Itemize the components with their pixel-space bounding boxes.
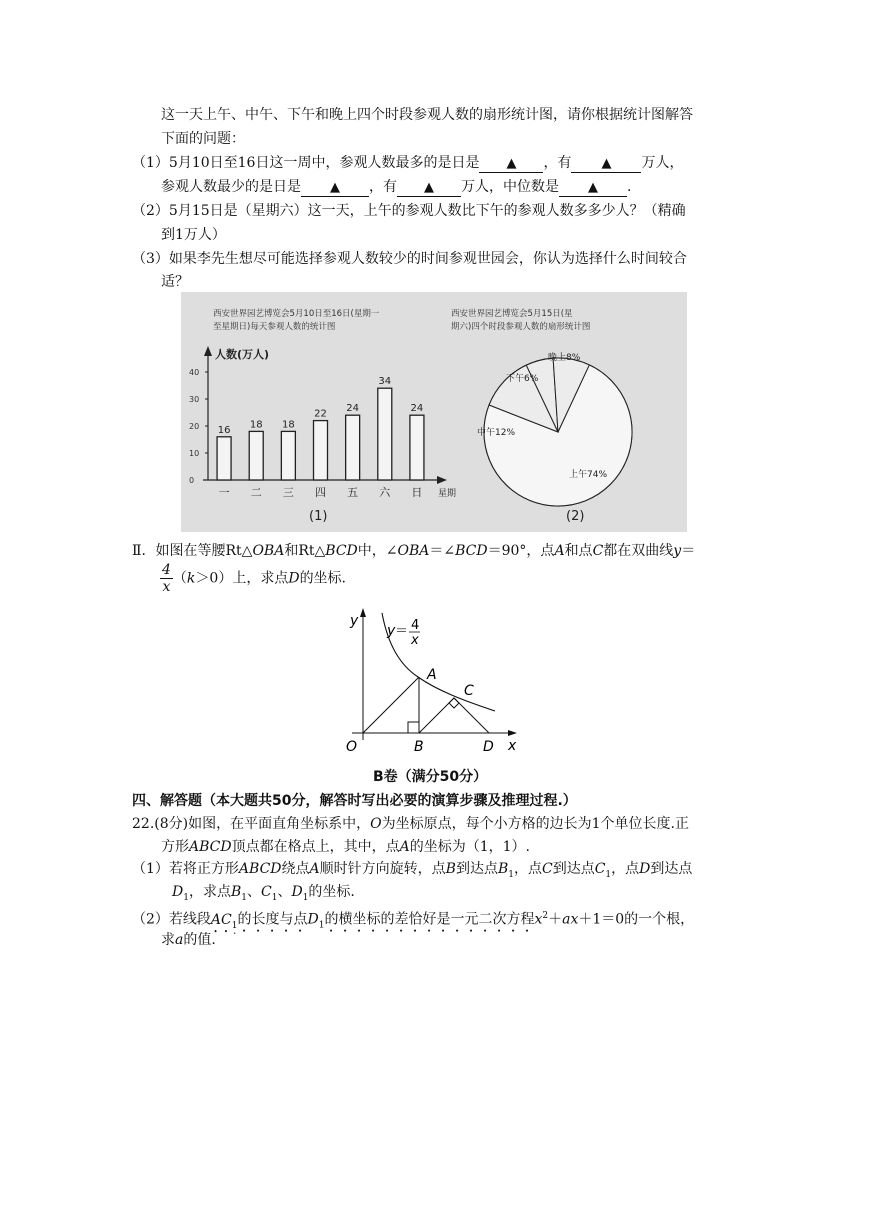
sub-question-1-text: 若将正方形 <box>168 861 239 877</box>
part-2-line-2 <box>160 562 346 602</box>
bar-y-tick-label: 30 <box>189 395 200 404</box>
pie-chart-caption: (2) <box>566 509 585 524</box>
term-ax: ax <box>562 911 579 928</box>
question-22-text: 顶点都在格点上，其中，点 <box>231 839 400 855</box>
point-b-label: B <box>414 739 424 755</box>
point-o: O <box>370 816 382 832</box>
question-22-sub-2-line-2 <box>161 930 216 950</box>
triangle-bcd: BCD <box>325 543 358 559</box>
question-3-number: （3） <box>132 251 169 267</box>
point-a-label: A <box>427 667 437 683</box>
hyperbola-figure <box>330 605 530 755</box>
part-2-line-1 <box>132 541 695 561</box>
point-c1: C <box>594 861 606 877</box>
bar-x-axis-label: 星期 <box>438 489 457 499</box>
subscript-1: 1 <box>508 869 514 880</box>
segment-oa <box>363 677 419 733</box>
sub-question-1-text: 、 <box>247 884 261 900</box>
bar-value-label: 18 <box>281 419 295 431</box>
bar-mark <box>217 437 231 480</box>
fraction-numerator: 4 <box>162 562 171 578</box>
point-b: B <box>445 861 456 877</box>
bar-mark <box>378 388 392 480</box>
pie-slice-label: 下午6% <box>506 374 539 384</box>
answer-blank: ▲ <box>479 156 543 173</box>
y-axis-arrow <box>360 608 366 617</box>
question-22-text: 方形 <box>161 839 189 855</box>
curve-eq-num: 4 <box>411 618 420 633</box>
section-4-heading: 四、解答题（本大题共50分，解答时写出必要的演算步骤及推理过程.） <box>132 793 577 809</box>
right-angle-marker-b <box>408 722 419 733</box>
angle-oba: OBA <box>397 543 430 559</box>
question-3-line-1 <box>132 249 687 269</box>
curve-eq-y: y <box>387 623 396 639</box>
sub-question-2-text: 的值. <box>183 932 216 948</box>
var-k: k <box>186 570 196 587</box>
bar-category-label: 一 <box>218 486 230 499</box>
sub-question-1-number: （1） <box>132 861 169 877</box>
part-2-text: 都在双曲线 <box>603 543 674 559</box>
part-2-text: 和点 <box>564 543 593 559</box>
answer-blank: ▲ <box>559 180 627 197</box>
part-2-label: Ⅱ． <box>132 543 156 559</box>
question-22-line-1 <box>132 814 689 834</box>
sub-question-1-text: ，点 <box>611 861 640 877</box>
part-2-text: ＞0）上，求点 <box>195 570 289 587</box>
triangle-oba: OBA <box>252 543 285 559</box>
question-2-text: 5月15日是（星期六）这一天，上午的参观人数比下午的参观人数多多少人？（精确 <box>168 203 686 219</box>
bar-category-label: 三 <box>282 486 294 499</box>
question-22-text: (8分)如图，在平面直角坐标系中， <box>154 816 371 832</box>
answer-blank: ▲ <box>571 156 641 173</box>
question-2-number: （2） <box>132 203 169 219</box>
segment-ac1-label: AC <box>210 911 232 928</box>
part-2-text: ＝90°，点 <box>487 543 555 559</box>
point-d-label: D <box>483 739 494 755</box>
question-1-line-1 <box>132 153 683 173</box>
question-1-text-g: . <box>627 179 632 195</box>
bar-value-label: 24 <box>346 403 360 415</box>
bar-value-label: 24 <box>410 403 424 415</box>
sub-question-1-text: 、 <box>277 884 292 900</box>
question-2-line-2: 到1万人） <box>161 227 226 243</box>
point-b1: B <box>230 884 242 900</box>
subscript-1: 1 <box>241 892 247 903</box>
question-3-line-2: 适？ <box>161 274 189 290</box>
equals-sign: ＝ <box>681 543 696 559</box>
bar-category-label: 二 <box>250 486 262 499</box>
pie-chart-title-line-1: 西安世界园艺博览会5月15日(星 <box>451 309 573 319</box>
answer-blank: ▲ <box>397 180 461 197</box>
bar-mark <box>314 421 328 480</box>
intro-line-1: 这一天上午、中午、下午和晚上四个时段参观人数的扇形统计图，请你根据统计图解答 <box>161 107 693 123</box>
bar-category-label: 六 <box>379 486 391 499</box>
question-1-text-c: 万人， <box>641 155 684 171</box>
curve-eq-den: x <box>411 633 419 648</box>
point-d: D <box>288 570 300 587</box>
question-22-sub-2-line-1 <box>132 906 694 936</box>
sub-question-2-number: （2） <box>132 911 169 928</box>
sub-question-2-text: 求 <box>161 932 175 948</box>
point-a: A <box>399 839 410 855</box>
statistics-figure <box>181 292 687 532</box>
point-b1: B <box>497 861 509 877</box>
point-c: C <box>592 543 604 559</box>
question-22-text: 为坐标原点，每个小方格的边长为1个单位长度.正 <box>381 816 689 832</box>
sub-question-1-text: 到达点 <box>455 861 498 877</box>
bar-x-axis-arrow <box>437 476 447 484</box>
fraction-denominator: x <box>162 579 171 595</box>
bar-y-tick-label: 20 <box>189 422 200 431</box>
question-1-line-2 <box>161 177 631 197</box>
fraction-4-over-x <box>160 562 173 595</box>
bar-chart-title-line-2: 至星期日)每天参观人数的统计图 <box>213 322 336 332</box>
bar-mark <box>410 415 424 480</box>
var-y: y <box>673 543 682 559</box>
bar-y-tick-label: 40 <box>189 368 200 377</box>
bar-category-label: 日 <box>411 486 423 499</box>
subscript-1: 1 <box>183 892 189 903</box>
bar-chart-title-line-1: 西安世界园艺博览会5月10日至16日(星期一 <box>213 309 380 319</box>
subscript-1: 1 <box>271 892 278 903</box>
question-22-line-2 <box>161 837 530 857</box>
y-axis-label: y <box>350 613 359 629</box>
var-x: x <box>534 911 543 928</box>
bar-chart-caption: (1) <box>309 509 328 524</box>
bar-categories <box>219 486 423 499</box>
point-d: D <box>639 861 651 877</box>
bar-mark <box>346 415 360 480</box>
square-abcd: ABCD <box>238 861 282 877</box>
part-2-text: （ <box>172 570 187 587</box>
bar-category-label: 四 <box>315 486 326 499</box>
bar-series <box>217 376 424 480</box>
pie-chart-title-line-2: 期六)四个时段参观人数的扇形统计图 <box>451 322 591 332</box>
hyperbola-figure-svg <box>330 605 530 755</box>
section-b-heading: B卷（满分50分） <box>373 769 488 785</box>
bar-y-tick-label: 0 <box>189 476 195 485</box>
bar-value-label: 22 <box>314 408 327 420</box>
part-2-text: 和Rt△ <box>284 543 326 559</box>
sub-question-1-text: 绕点 <box>281 861 310 877</box>
sub-question-2-text: ＋ <box>548 911 563 928</box>
sub-question-2-text: ＋1＝0的一个根， <box>578 911 695 928</box>
segment-ac1 <box>210 911 238 931</box>
bar-y-ticks <box>189 368 208 485</box>
bar-y-axis-label: 人数(万人) <box>215 348 270 361</box>
subscript-1: 1 <box>605 869 612 880</box>
question-1-text-a: 5月10日至16日这一周中，参观人数最多的是日是 <box>168 155 480 171</box>
question-22-sub-1-line-2 <box>172 882 355 908</box>
bar-category-label: 五 <box>347 486 359 499</box>
point-c1: C <box>261 884 272 900</box>
sub-question-2-text: 的长度与点 <box>237 911 308 928</box>
sub-question-2-text: 的横坐标的差恰好是一元二次方程 <box>324 911 535 928</box>
x-axis-arrow <box>508 730 517 736</box>
point-c-label: C <box>464 683 474 699</box>
question-22-text: 的坐标为（1，1）. <box>409 839 530 855</box>
sub-question-1-text: ，点 <box>513 861 542 877</box>
point-o-label: O <box>346 739 358 755</box>
sub-question-1-text: ，求点 <box>188 884 231 900</box>
question-1-text-e: ，有 <box>369 179 397 195</box>
subscript-1: 1 <box>302 892 309 903</box>
pie-slice-label: 晚上8% <box>548 353 581 363</box>
var-a: a <box>175 932 184 948</box>
point-d1: D <box>291 884 303 900</box>
sub-question-1-text: 顺时针方向旋转，点 <box>319 861 446 877</box>
part-2-text: ＝∠ <box>429 543 456 559</box>
point-a: A <box>309 861 320 877</box>
question-1-number: （1） <box>132 155 169 171</box>
sub-question-1-text: 到达点 <box>552 861 595 877</box>
sub-question-1-text: 到达点 <box>650 861 693 877</box>
part-2-text: 如图在等腰Rt△ <box>155 543 253 559</box>
part-2-text: 中，∠ <box>357 543 398 559</box>
bar-y-axis-arrow <box>204 346 212 356</box>
bar-mark <box>249 431 263 480</box>
question-2-line-1 <box>132 201 686 221</box>
point-d1: D <box>307 911 319 928</box>
sub-question-2-text: 若线段 <box>168 911 211 928</box>
bar-mark <box>281 431 295 480</box>
bar-value-label: 18 <box>249 419 263 431</box>
statistics-figure-svg <box>181 292 687 532</box>
superscript-2: 2 <box>542 911 549 921</box>
angle-bcd: BCD <box>455 543 488 559</box>
question-22-sub-1-line-1 <box>132 859 692 885</box>
point-c: C <box>541 861 553 877</box>
point-d1: D <box>172 884 184 900</box>
pie-slice-label: 中午12% <box>477 428 516 438</box>
question-1-text-d: 参观人数最少的是日是 <box>161 179 301 195</box>
answer-blank: ▲ <box>301 180 369 197</box>
subscript-1: 1 <box>231 920 238 931</box>
curve-eq-sign: ＝ <box>395 624 409 639</box>
intro-line-2: 下面的问题： <box>161 131 245 147</box>
right-angle-marker-c <box>449 698 459 708</box>
bar-value-label: 34 <box>378 376 392 388</box>
point-a: A <box>554 543 565 559</box>
bar-y-tick-label: 10 <box>189 449 200 458</box>
subscript-1: 1 <box>318 920 325 931</box>
bar-value-label: 16 <box>217 424 231 436</box>
square-abcd: ABCD <box>189 839 232 855</box>
x-axis-label: x <box>508 738 517 754</box>
part-2-text: 的坐标. <box>299 570 347 587</box>
question-3-text: 如果李先生想尽可能选择参观人数较少的时间参观世园会，你认为选择什么时间较合 <box>168 251 687 267</box>
pie-slice-label: 上午74% <box>569 470 608 480</box>
question-22-number: 22. <box>132 816 155 832</box>
question-1-text-b: ，有 <box>543 155 572 171</box>
sub-question-1-text: 的坐标. <box>308 884 355 900</box>
question-1-text-f: 万人，中位数是 <box>461 179 559 195</box>
